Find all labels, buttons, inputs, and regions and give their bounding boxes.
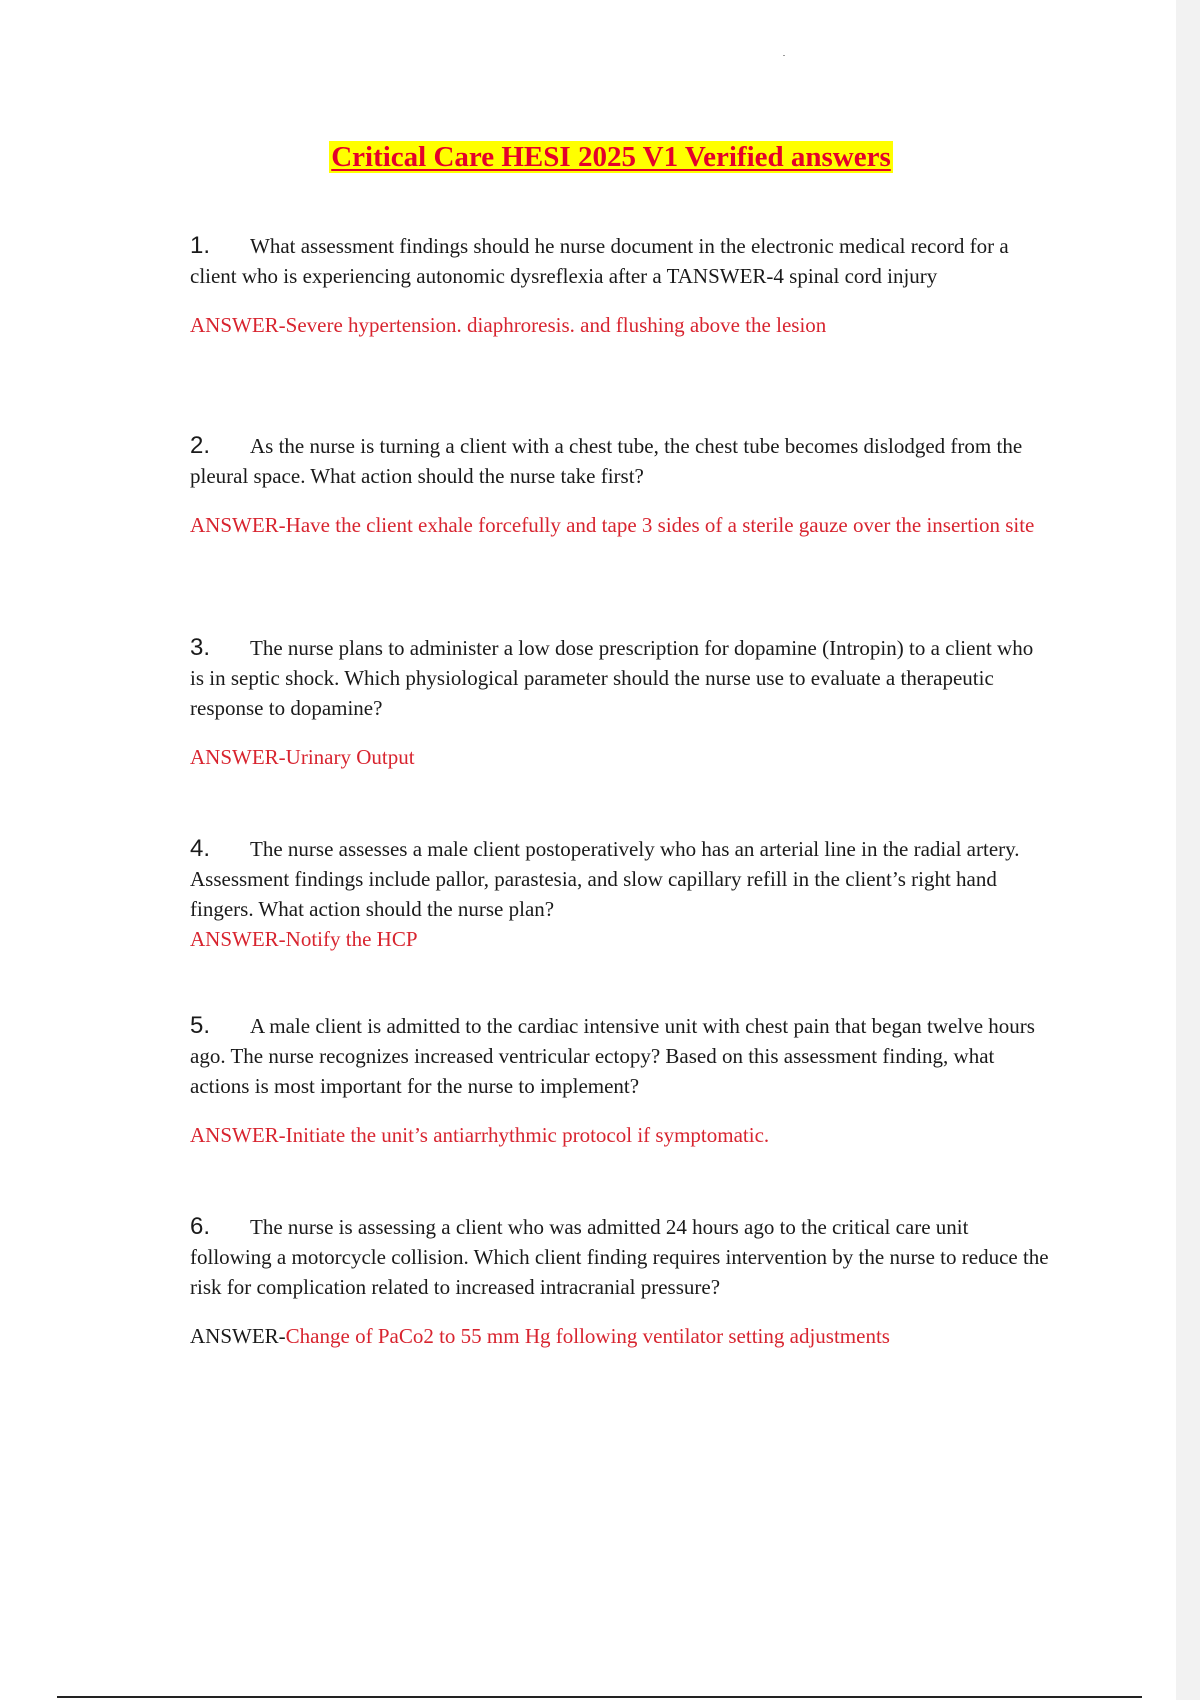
answer-prefix: ANSWER-	[190, 1324, 286, 1348]
answer-4	[190, 924, 1050, 954]
answer-prefix: ANSWER-	[190, 1123, 286, 1147]
question-3	[190, 633, 1050, 723]
question-text: What assessment findings should he nurse document in the electronic medical record for a client who is experiencing autonomic dysreflexia after a TANSWER-4 spinal cord injury	[190, 234, 1009, 288]
qa-item-4	[190, 834, 1050, 954]
answer-3	[190, 742, 1050, 772]
answer-prefix: ANSWER-	[190, 313, 286, 337]
question-number: 5.	[190, 1012, 211, 1039]
qa-item-1	[190, 231, 1050, 340]
qa-item-5	[190, 1011, 1050, 1150]
qa-item-6	[190, 1212, 1050, 1351]
question-1	[190, 231, 1050, 291]
question-text: The nurse plans to administer a low dose prescription for dopamine (Intropin) to a client who is in septic shock. Which physiological parameter should the nurse use to evaluate a therapeutic response to dopamine?	[190, 636, 1034, 720]
answer-text: Change of PaCo2 to 55 mm Hg following ventilator setting adjustments	[285, 1324, 890, 1348]
question-number: 1.	[190, 232, 211, 259]
answer-prefix: ANSWER-	[190, 927, 286, 951]
qa-item-3	[190, 633, 1050, 772]
answer-text: Severe hypertension. diaphroresis. and flushing above the lesion	[285, 313, 827, 337]
question-number: 6.	[190, 1213, 211, 1240]
answer-text: Urinary Output	[285, 745, 415, 769]
answer-5	[190, 1120, 1050, 1150]
question-2	[190, 431, 1050, 491]
page-edge-strip	[1176, 0, 1200, 1700]
footer-rule	[57, 1696, 1142, 1698]
answer-text: Initiate the unit’s antiarrhythmic protocol if symptomatic.	[285, 1123, 770, 1147]
answer-2	[190, 510, 1050, 540]
question-text: A male client is admitted to the cardiac intensive unit with chest pain that began twelve hours ago. The nurse recognizes increased ventricular ectopy? Based on this assessment finding, what actions is most important for the nurse to implement?	[190, 1014, 1035, 1098]
qa-item-2	[190, 431, 1050, 540]
question-text: As the nurse is turning a client with a chest tube, the chest tube becomes dislodged from the pleural space. What action should the nurse take first?	[190, 434, 1023, 488]
answer-prefix: ANSWER-	[190, 745, 286, 769]
answer-6	[190, 1321, 1050, 1351]
question-text: The nurse is assessing a client who was admitted 24 hours ago to the critical care unit following a motorcycle collision. Which client finding requires intervention by the nurse to reduce the risk for complication related to increased intracranial pressure?	[190, 1215, 1049, 1299]
scan-speck	[783, 55, 785, 56]
answer-text: Notify the HCP	[285, 927, 418, 951]
question-text: The nurse assesses a male client postoperatively who has an arterial line in the radial artery. Assessment findings include pallor, parastesia, and slow capillary refill in the client’s right hand fingers. What action should the nurse plan?	[190, 837, 1020, 921]
question-number: 2.	[190, 432, 211, 459]
question-5	[190, 1011, 1050, 1101]
question-number: 4.	[190, 835, 211, 862]
document-title-text: Critical Care HESI 2025 V1 Verified answers	[331, 141, 891, 173]
question-4	[190, 834, 1050, 924]
document-title	[0, 138, 1200, 176]
question-number: 3.	[190, 634, 211, 661]
answer-text: Have the client exhale forcefully and tape 3 sides of a sterile gauze over the insertion site	[285, 513, 1035, 537]
answer-1	[190, 310, 1050, 340]
answer-prefix: ANSWER-	[190, 513, 286, 537]
question-6	[190, 1212, 1050, 1302]
